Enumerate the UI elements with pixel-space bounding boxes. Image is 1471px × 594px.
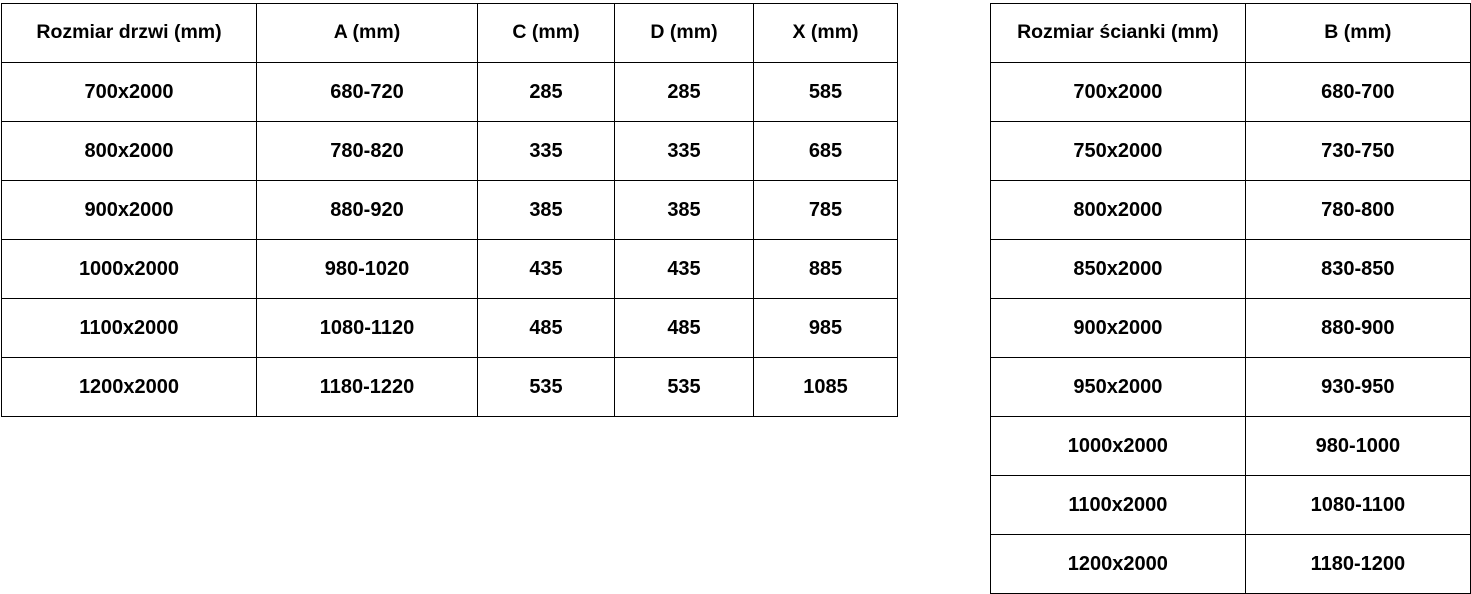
cell-d: 435 [615, 240, 754, 299]
cell-wall-size: 700x2000 [991, 63, 1246, 122]
cell-b: 830-850 [1245, 240, 1470, 299]
table-row [991, 63, 1471, 122]
cell-wall-size: 850x2000 [991, 240, 1246, 299]
table-row [991, 240, 1471, 299]
column-header-door-size: Rozmiar drzwi (mm) [2, 4, 257, 63]
cell-door-size: 800x2000 [2, 122, 257, 181]
table-row [2, 122, 898, 181]
cell-door-size: 1100x2000 [2, 299, 257, 358]
cell-b: 730-750 [1245, 122, 1470, 181]
cell-d: 485 [615, 299, 754, 358]
table-row [991, 358, 1471, 417]
table-row [991, 535, 1471, 594]
cell-wall-size: 900x2000 [991, 299, 1246, 358]
cell-x: 1085 [754, 358, 898, 417]
table-row [2, 299, 898, 358]
cell-wall-size: 1000x2000 [991, 417, 1246, 476]
cell-b: 1180-1200 [1245, 535, 1470, 594]
cell-a: 680-720 [257, 63, 478, 122]
cell-door-size: 1200x2000 [2, 358, 257, 417]
column-header-a: A (mm) [257, 4, 478, 63]
table-row [2, 240, 898, 299]
cell-wall-size: 950x2000 [991, 358, 1246, 417]
cell-c: 335 [478, 122, 615, 181]
cell-c: 285 [478, 63, 615, 122]
cell-d: 335 [615, 122, 754, 181]
cell-wall-size: 750x2000 [991, 122, 1246, 181]
cell-a: 980-1020 [257, 240, 478, 299]
cell-b: 930-950 [1245, 358, 1470, 417]
cell-x: 785 [754, 181, 898, 240]
table-row [991, 476, 1471, 535]
cell-b: 980-1000 [1245, 417, 1470, 476]
column-header-b: B (mm) [1245, 4, 1470, 63]
cell-door-size: 1000x2000 [2, 240, 257, 299]
table-row [991, 299, 1471, 358]
cell-b: 1080-1100 [1245, 476, 1470, 535]
table-row [2, 358, 898, 417]
table-row [991, 181, 1471, 240]
table-row [2, 181, 898, 240]
cell-a: 1180-1220 [257, 358, 478, 417]
cell-c: 385 [478, 181, 615, 240]
cell-b: 880-900 [1245, 299, 1470, 358]
table-row [991, 122, 1471, 181]
cell-c: 435 [478, 240, 615, 299]
cell-b: 680-700 [1245, 63, 1470, 122]
column-header-d: D (mm) [615, 4, 754, 63]
cell-x: 985 [754, 299, 898, 358]
cell-d: 385 [615, 181, 754, 240]
column-header-x: X (mm) [754, 4, 898, 63]
column-header-wall-size: Rozmiar ścianki (mm) [991, 4, 1246, 63]
cell-d: 535 [615, 358, 754, 417]
table-header-row [2, 4, 898, 63]
cell-wall-size: 800x2000 [991, 181, 1246, 240]
table-row [2, 63, 898, 122]
cell-wall-size: 1100x2000 [991, 476, 1246, 535]
cell-c: 485 [478, 299, 615, 358]
table-row [991, 417, 1471, 476]
cell-d: 285 [615, 63, 754, 122]
wall-size-table [990, 3, 1471, 594]
cell-a: 1080-1120 [257, 299, 478, 358]
door-size-table [1, 3, 898, 417]
column-header-c: C (mm) [478, 4, 615, 63]
table-header-row [991, 4, 1471, 63]
cell-a: 880-920 [257, 181, 478, 240]
cell-door-size: 700x2000 [2, 63, 257, 122]
cell-x: 885 [754, 240, 898, 299]
cell-door-size: 900x2000 [2, 181, 257, 240]
cell-wall-size: 1200x2000 [991, 535, 1246, 594]
cell-c: 535 [478, 358, 615, 417]
cell-x: 685 [754, 122, 898, 181]
cell-a: 780-820 [257, 122, 478, 181]
cell-x: 585 [754, 63, 898, 122]
cell-b: 780-800 [1245, 181, 1470, 240]
